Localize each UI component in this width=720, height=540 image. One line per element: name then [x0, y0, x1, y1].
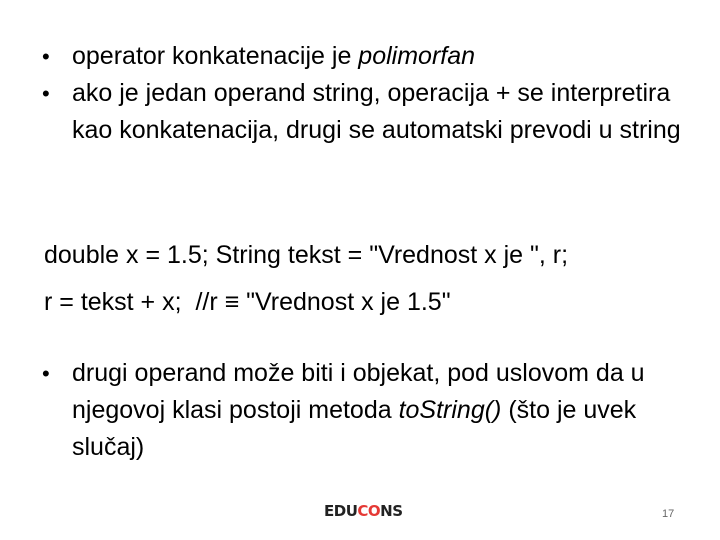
page-number: 17 [662, 508, 675, 520]
bullet-list-bottom [24, 355, 684, 466]
bullet-list-top [24, 38, 684, 149]
logo-text-part1: EDU [324, 502, 358, 520]
code-line-2: r = tekst + x; //r ≡ "Vrednost x je 1.5" [44, 288, 451, 316]
bullet-text-italic: toString() [398, 396, 502, 424]
bullet-icon: • [42, 44, 50, 69]
bullet-text: drugi operand može biti i objekat, pod uslovom da u njegovoj klasi postoji metoda [72, 359, 645, 424]
bullet-item-objekat [24, 355, 684, 466]
bullet-icon: • [42, 361, 50, 386]
bullet-item-polimorfan [24, 38, 684, 75]
bullet-text: ako je jedan operand string, operacija + se interpretira kao konkatenacija, drugi se automatski prevodi u string [72, 79, 681, 144]
bullet-text-italic: polimorfan [358, 42, 476, 70]
code-line-1: double x = 1.5; String tekst = "Vrednost x je ", r; [44, 241, 569, 269]
bullet-text-tail: (što je uvek slučaj) [72, 396, 637, 461]
code-example [44, 232, 704, 326]
bullet-icon: • [42, 81, 50, 106]
educons-logo [324, 502, 403, 520]
logo-text-part3: NS [380, 502, 403, 520]
bullet-text: operator konkatenacije je [72, 42, 359, 70]
bullet-item-string-konkatenacija [24, 75, 684, 149]
logo-text-accent: CO [357, 502, 381, 520]
